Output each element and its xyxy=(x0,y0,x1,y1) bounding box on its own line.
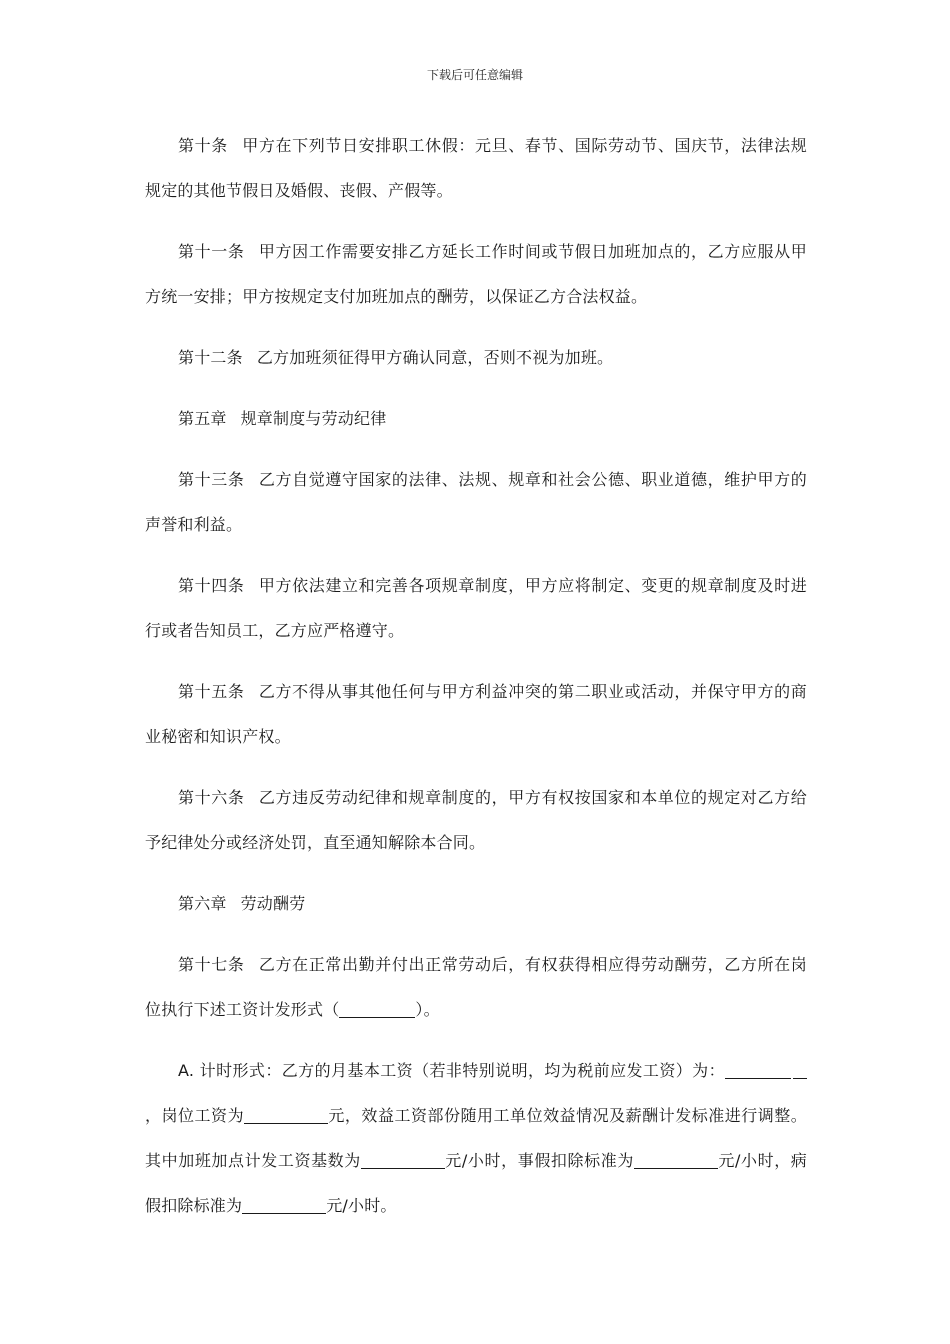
clause-a xyxy=(145,1048,807,1228)
article-12 xyxy=(145,335,807,380)
page-header: 下载后可任意编辑 xyxy=(426,68,523,82)
clause-a-text: A. 计时形式：乙方的月基本工资（若非特别说明，均为税前应发工资）为： xyxy=(178,1061,725,1080)
article-11 xyxy=(145,229,807,319)
article-label: 第十条 xyxy=(178,136,228,155)
pay-form-blank[interactable] xyxy=(339,999,415,1018)
chapter-label: 第五章 xyxy=(178,409,227,428)
article-text: 甲方在下列节日安排职工休假：元旦、春节、国际劳动节、国庆节，法律法规规定的其他节假日及婚假、丧假、产假等。 xyxy=(145,136,807,200)
clause-a-text: 元/小时。 xyxy=(326,1196,397,1215)
article-14 xyxy=(145,563,807,653)
article-label: 第十四条 xyxy=(178,576,245,595)
article-text: 乙方在正常出勤并付出正常劳动后，有权获得相应得劳动酬劳，乙方所在岗位执行下述工资计发形式（ xyxy=(145,955,807,1019)
chapter-title: 劳动酬劳 xyxy=(240,894,306,913)
base-salary-blank[interactable] xyxy=(725,1060,791,1079)
article-label: 第十一条 xyxy=(178,242,245,261)
chapter-6-heading xyxy=(145,881,807,926)
personal-leave-deduction-blank[interactable] xyxy=(634,1150,718,1169)
article-17 xyxy=(145,942,807,1032)
document-body xyxy=(145,123,807,1244)
sick-leave-deduction-blank[interactable] xyxy=(242,1195,326,1214)
article-10 xyxy=(145,123,807,213)
article-text-end: ）。 xyxy=(415,1000,440,1019)
clause-a-text: ，岗位工资为 xyxy=(145,1106,245,1125)
article-label: 第十五条 xyxy=(178,682,245,701)
chapter-label: 第六章 xyxy=(178,894,227,913)
article-label: 第十二条 xyxy=(178,348,243,367)
chapter-title: 规章制度与劳动纪律 xyxy=(240,409,387,428)
article-label: 第十七条 xyxy=(178,955,245,974)
article-text: 乙方加班须征得甲方确认同意，否则不视为加班。 xyxy=(256,348,614,367)
overtime-base-blank[interactable] xyxy=(361,1150,445,1169)
article-text: 甲方依法建立和完善各项规章制度，甲方应将制定、变更的规章制度及时进行或者告知员工，乙方应严格遵守。 xyxy=(145,576,807,640)
chapter-5-heading xyxy=(145,396,807,441)
base-salary-blank-cont[interactable] xyxy=(793,1060,807,1079)
clause-a-text: 元，效益工资部份随用工单位效益情况及薪酬计发标准进行调整。其中加班加点计发工资基数为 xyxy=(145,1106,807,1170)
article-text: 乙方自觉遵守国家的法律、法规、规章和社会公德、职业道德，维护甲方的声誉和利益。 xyxy=(145,470,807,534)
article-text: 乙方不得从事其他任何与甲方利益冲突的第二职业或活动，并保守甲方的商业秘密和知识产权。 xyxy=(145,682,807,746)
article-label: 第十三条 xyxy=(178,470,245,489)
article-16 xyxy=(145,775,807,865)
article-13 xyxy=(145,457,807,547)
position-salary-blank[interactable] xyxy=(244,1105,328,1124)
article-label: 第十六条 xyxy=(178,788,245,807)
clause-a-text: 元/小时，事假扣除标准为 xyxy=(444,1151,634,1170)
article-15 xyxy=(145,669,807,759)
clause-a-text: 元/小时，病假扣除标准为 xyxy=(145,1151,807,1215)
article-text: 乙方违反劳动纪律和规章制度的，甲方有权按国家和本单位的规定对乙方给予纪律处分或经济处罚，直至通知解除本合同。 xyxy=(145,788,807,852)
article-text: 甲方因工作需要安排乙方延长工作时间或节假日加班加点的，乙方应服从甲方统一安排；甲方按规定支付加班加点的酬劳，以保证乙方合法权益。 xyxy=(145,242,807,306)
